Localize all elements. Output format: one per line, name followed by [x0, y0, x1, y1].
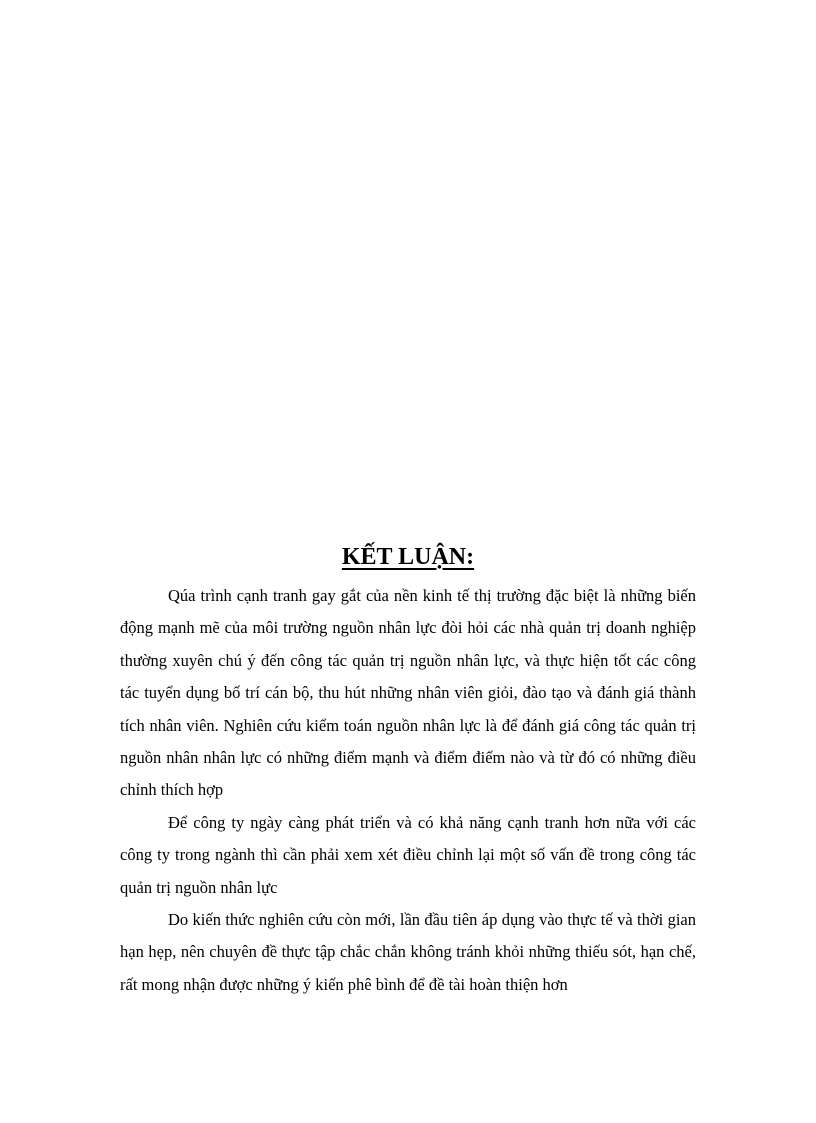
document-body — [120, 580, 696, 1001]
paragraph-3: Do kiến thức nghiên cứu còn mới, lần đầu tiên áp dụng vào thực tế và thời gian hạn hẹp, nên chuyên đề thực tập chắc chắn không tránh khỏi những thiếu sót, hạn chế, rất mong nhận được những ý kiến phê bình để đề tài hoàn thiện hơn — [120, 910, 696, 994]
paragraph-2: Để công ty ngày càng phát triển và có khả năng cạnh tranh hơn nữa với các công ty trong ngành thì cần phải xem xét điều chỉnh lại một số vấn đề trong công tác quản trị nguồn nhân lực — [120, 812, 696, 897]
page-title — [0, 540, 816, 574]
paragraph-1: Qúa trình cạnh tranh gay gắt của nền kinh tế thị trường đặc biệt là những biến động mạnh mẽ của môi trường nguồn nhân lực đòi hỏi các nhà quản trị doanh nghiệp thường xuyên chú ý đến công tác quản trị nguồn nhân lực, và thực hiện tốt các công tác tuyển dụng bố trí cán bộ, thu hút những nhân viên giỏi, đào tạo và đánh giá thành tích nhân viên. Nghiên cứu kiểm toán nguồn nhân lực là để đánh giá công tác quản trị nguồn nhân nhân lực có những điểm mạnh và điểm điểm nào và từ đó có những điều chỉnh thích hợp — [120, 586, 696, 800]
page-title-text: KẾT LUẬN: — [341, 544, 475, 570]
